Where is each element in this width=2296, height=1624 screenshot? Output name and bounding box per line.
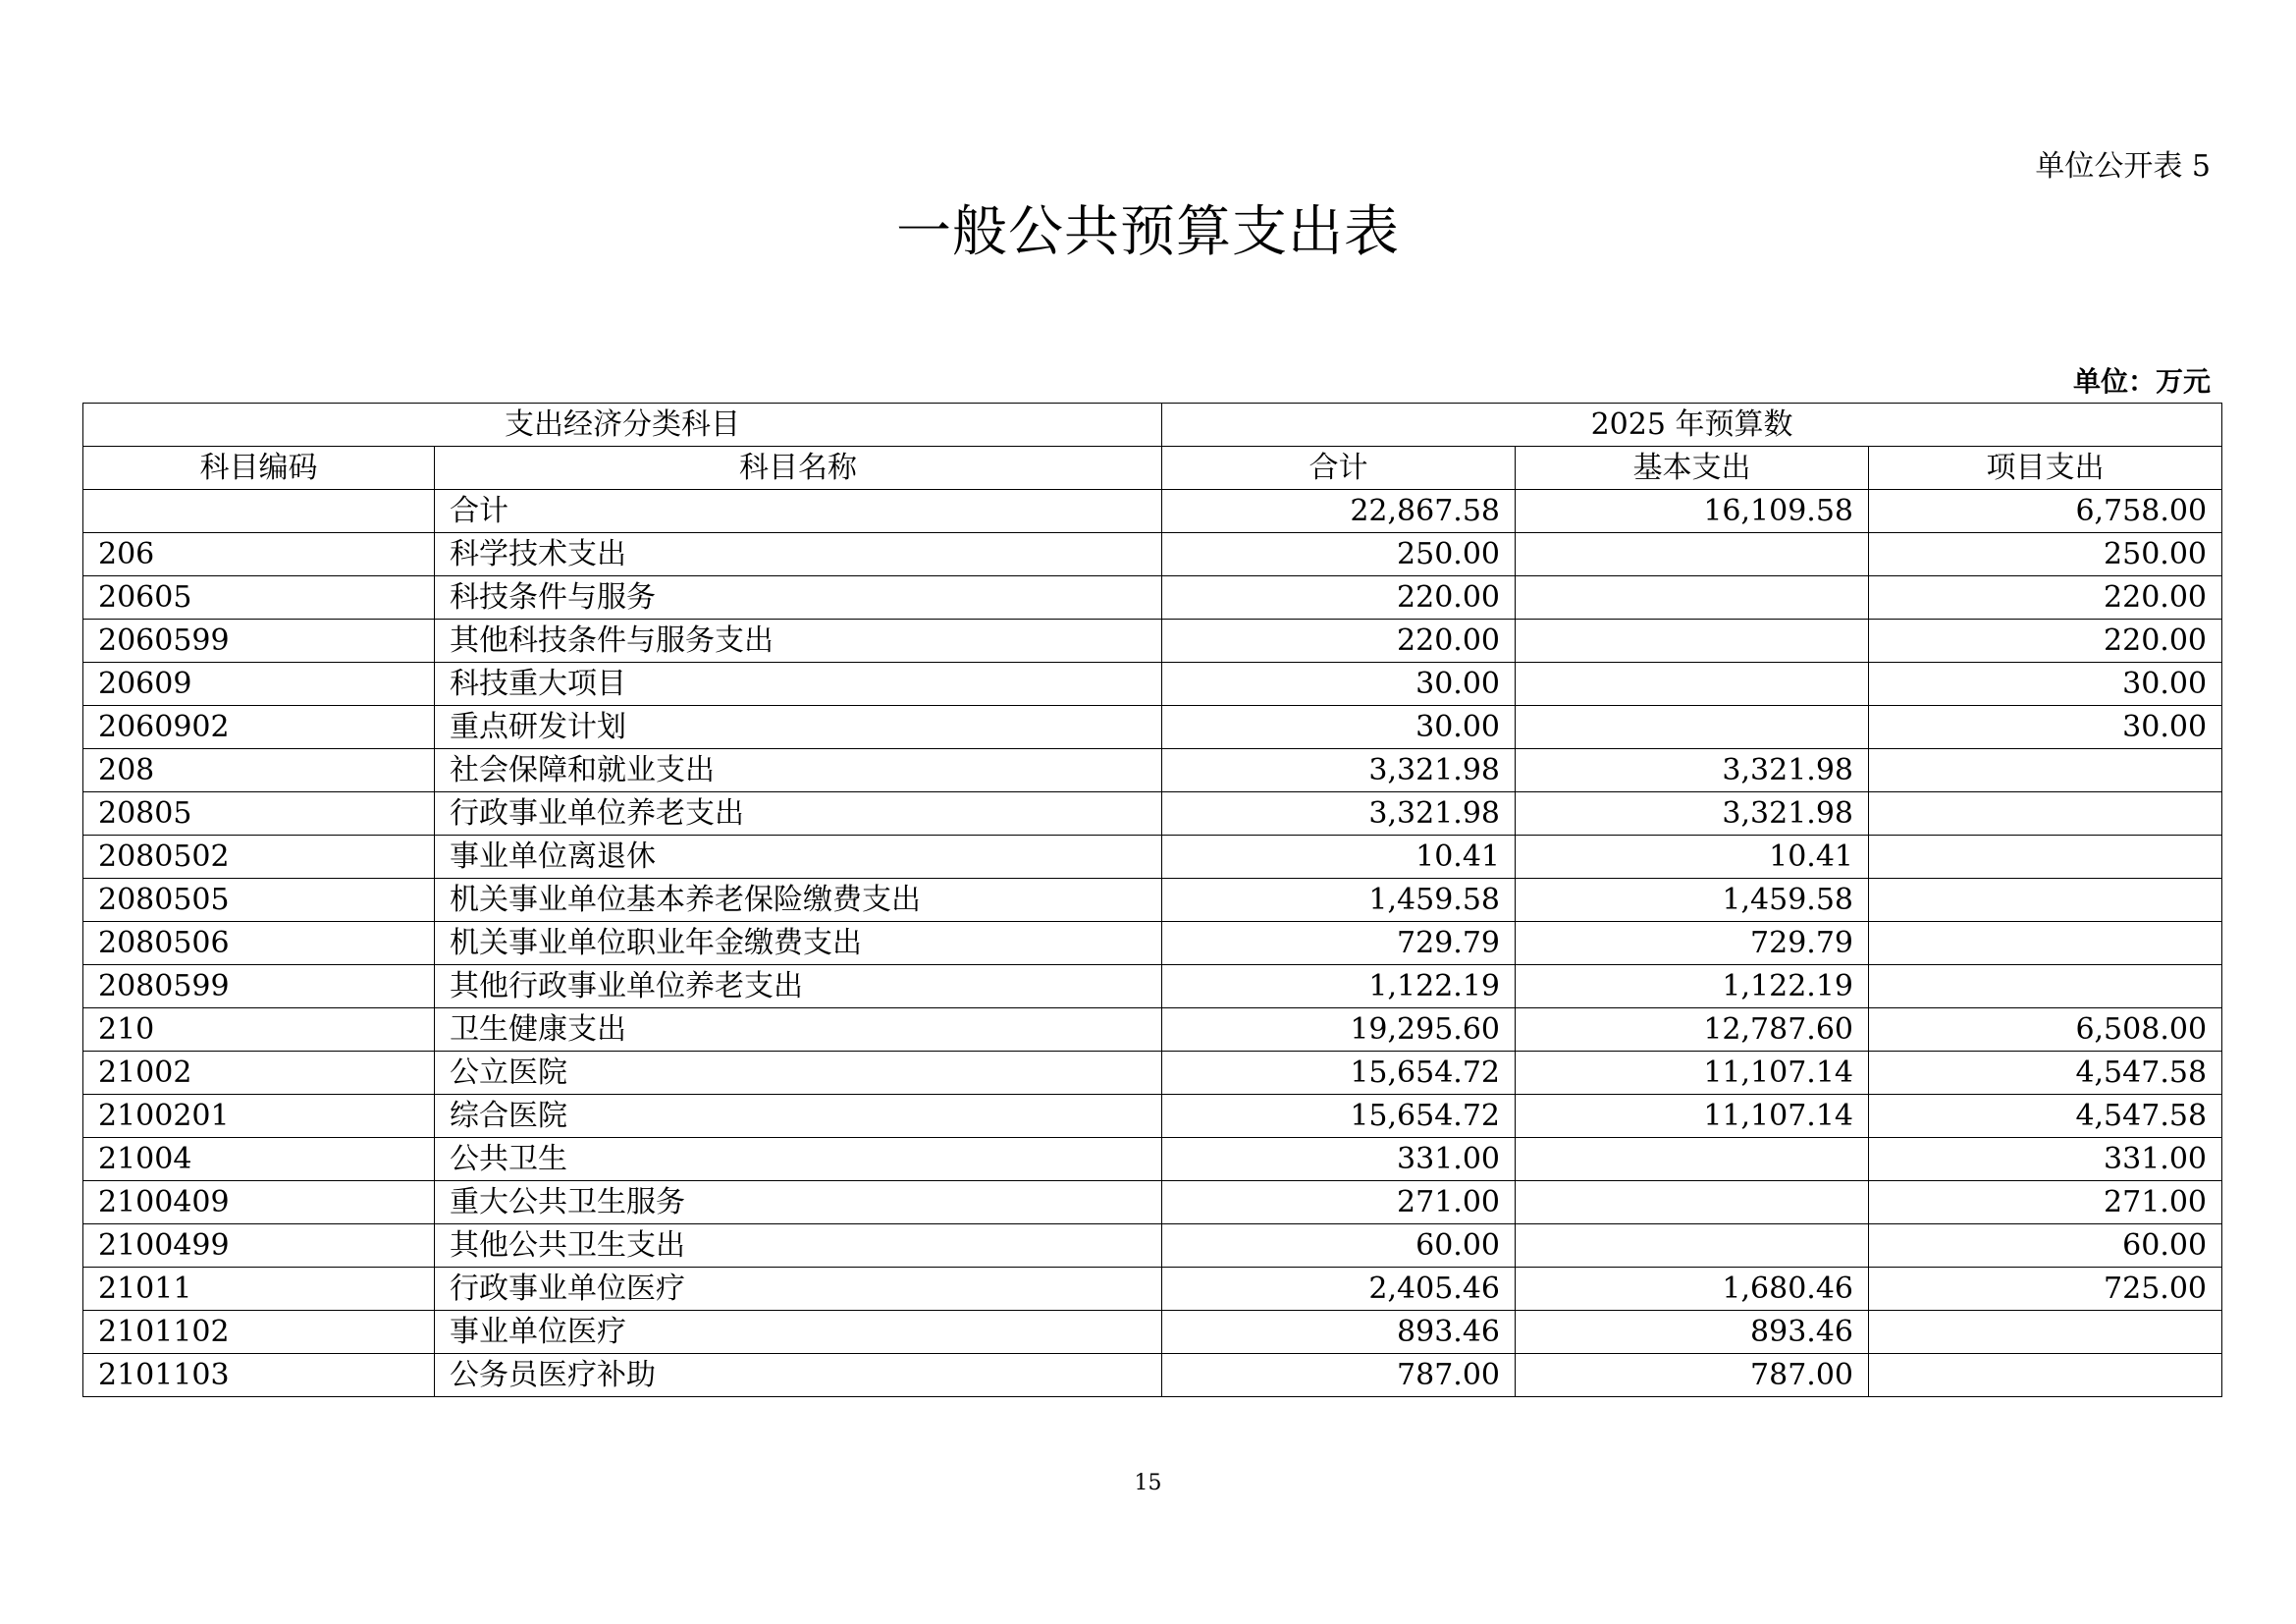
cell-total: 30.00: [1162, 706, 1516, 749]
cell-basic: 12,787.60: [1516, 1008, 1869, 1052]
cell-basic: 10.41: [1516, 836, 1869, 879]
cell-name: 行政事业单位医疗: [435, 1268, 1162, 1311]
cell-code: 2080502: [83, 836, 435, 879]
cell-total: 10.41: [1162, 836, 1516, 879]
cell-name: 科学技术支出: [435, 533, 1162, 576]
table-row: [83, 1052, 2222, 1095]
cell-project: 220.00: [1869, 620, 2222, 663]
cell-name: 行政事业单位养老支出: [435, 792, 1162, 836]
cell-name: 卫生健康支出: [435, 1008, 1162, 1052]
cell-project: 331.00: [1869, 1138, 2222, 1181]
cell-project: 30.00: [1869, 706, 2222, 749]
cell-total: 3,321.98: [1162, 792, 1516, 836]
table-row: [83, 922, 2222, 965]
cell-code: 2101103: [83, 1354, 435, 1397]
cell-code: [83, 490, 435, 533]
cell-name: 机关事业单位职业年金缴费支出: [435, 922, 1162, 965]
cell-project: [1869, 792, 2222, 836]
cell-basic: 11,107.14: [1516, 1095, 1869, 1138]
cell-code: 2101102: [83, 1311, 435, 1354]
column-header-row: [83, 447, 2222, 490]
cell-basic: [1516, 576, 1869, 620]
cell-basic: 3,321.98: [1516, 749, 1869, 792]
table-row: [83, 836, 2222, 879]
cell-project: 4,547.58: [1869, 1052, 2222, 1095]
cell-code: 20609: [83, 663, 435, 706]
cell-name: 重大公共卫生服务: [435, 1181, 1162, 1224]
cell-code: 20805: [83, 792, 435, 836]
cell-project: 725.00: [1869, 1268, 2222, 1311]
cell-name: 科技条件与服务: [435, 576, 1162, 620]
cell-total: 220.00: [1162, 576, 1516, 620]
cell-code: 2100409: [83, 1181, 435, 1224]
cell-name: 合计: [435, 490, 1162, 533]
cell-total: 2,405.46: [1162, 1268, 1516, 1311]
table-row: [83, 620, 2222, 663]
cell-code: 2100499: [83, 1224, 435, 1268]
cell-basic: [1516, 706, 1869, 749]
cell-project: [1869, 749, 2222, 792]
cell-code: 20605: [83, 576, 435, 620]
cell-project: 220.00: [1869, 576, 2222, 620]
cell-project: 6,758.00: [1869, 490, 2222, 533]
cell-code: 2060599: [83, 620, 435, 663]
table-row: [83, 663, 2222, 706]
cell-basic: 11,107.14: [1516, 1052, 1869, 1095]
cell-name: 社会保障和就业支出: [435, 749, 1162, 792]
cell-project: [1869, 965, 2222, 1008]
column-header-name: 科目名称: [435, 447, 1162, 490]
cell-name: 事业单位医疗: [435, 1311, 1162, 1354]
cell-name: 科技重大项目: [435, 663, 1162, 706]
cell-total: 220.00: [1162, 620, 1516, 663]
cell-total: 15,654.72: [1162, 1052, 1516, 1095]
cell-basic: 729.79: [1516, 922, 1869, 965]
cell-code: 2080599: [83, 965, 435, 1008]
cell-code: 21004: [83, 1138, 435, 1181]
cell-code: 210: [83, 1008, 435, 1052]
cell-total: 787.00: [1162, 1354, 1516, 1397]
cell-project: 250.00: [1869, 533, 2222, 576]
cell-total: 729.79: [1162, 922, 1516, 965]
cell-basic: [1516, 1138, 1869, 1181]
cell-total: 30.00: [1162, 663, 1516, 706]
cell-total: 331.00: [1162, 1138, 1516, 1181]
document-id: 单位公开表 5: [2035, 149, 2211, 184]
cell-total: 15,654.72: [1162, 1095, 1516, 1138]
table-row: [83, 792, 2222, 836]
cell-name: 综合医院: [435, 1095, 1162, 1138]
cell-code: 206: [83, 533, 435, 576]
table-row: [83, 576, 2222, 620]
column-header-basic: 基本支出: [1516, 447, 1869, 490]
cell-total: 22,867.58: [1162, 490, 1516, 533]
cell-code: 21011: [83, 1268, 435, 1311]
table-body: [83, 490, 2222, 1397]
cell-code: 208: [83, 749, 435, 792]
table-row: [83, 1354, 2222, 1397]
cell-basic: 16,109.58: [1516, 490, 1869, 533]
cell-name: 其他公共卫生支出: [435, 1224, 1162, 1268]
table-row: [83, 533, 2222, 576]
cell-basic: 1,680.46: [1516, 1268, 1869, 1311]
table-row: [83, 1268, 2222, 1311]
table-row: [83, 1224, 2222, 1268]
cell-total: 893.46: [1162, 1311, 1516, 1354]
table-row: [83, 1138, 2222, 1181]
budget-table: [82, 403, 2222, 1397]
cell-project: 4,547.58: [1869, 1095, 2222, 1138]
cell-total: 19,295.60: [1162, 1008, 1516, 1052]
cell-basic: 893.46: [1516, 1311, 1869, 1354]
cell-basic: [1516, 620, 1869, 663]
group-header-budget: 2025 年预算数: [1162, 404, 2222, 447]
table-row: [83, 749, 2222, 792]
cell-code: 2080505: [83, 879, 435, 922]
cell-project: 30.00: [1869, 663, 2222, 706]
cell-project: 6,508.00: [1869, 1008, 2222, 1052]
cell-project: 271.00: [1869, 1181, 2222, 1224]
cell-name: 其他行政事业单位养老支出: [435, 965, 1162, 1008]
page-number: 15: [1134, 1471, 1162, 1495]
unit-label: 单位：万元: [2072, 365, 2211, 398]
table-row: [83, 1095, 2222, 1138]
table-row: [83, 1311, 2222, 1354]
cell-basic: [1516, 533, 1869, 576]
cell-basic: 787.00: [1516, 1354, 1869, 1397]
group-header-category: 支出经济分类科目: [83, 404, 1162, 447]
cell-project: [1869, 836, 2222, 879]
column-header-code: 科目编码: [83, 447, 435, 490]
table-row: [83, 965, 2222, 1008]
cell-name: 公立医院: [435, 1052, 1162, 1095]
cell-project: [1869, 879, 2222, 922]
group-header-row: [83, 404, 2222, 447]
cell-total: 1,122.19: [1162, 965, 1516, 1008]
cell-basic: 1,122.19: [1516, 965, 1869, 1008]
cell-project: [1869, 1354, 2222, 1397]
cell-name: 机关事业单位基本养老保险缴费支出: [435, 879, 1162, 922]
cell-basic: 1,459.58: [1516, 879, 1869, 922]
cell-total: 250.00: [1162, 533, 1516, 576]
cell-total: 271.00: [1162, 1181, 1516, 1224]
cell-basic: [1516, 1224, 1869, 1268]
cell-project: 60.00: [1869, 1224, 2222, 1268]
column-header-total: 合计: [1162, 447, 1516, 490]
cell-total: 60.00: [1162, 1224, 1516, 1268]
cell-code: 21002: [83, 1052, 435, 1095]
cell-name: 公共卫生: [435, 1138, 1162, 1181]
cell-code: 2080506: [83, 922, 435, 965]
table-row: [83, 879, 2222, 922]
cell-total: 1,459.58: [1162, 879, 1516, 922]
table-row: [83, 706, 2222, 749]
cell-basic: [1516, 663, 1869, 706]
table-row: [83, 490, 2222, 533]
cell-project: [1869, 1311, 2222, 1354]
cell-name: 其他科技条件与服务支出: [435, 620, 1162, 663]
cell-total: 3,321.98: [1162, 749, 1516, 792]
cell-name: 公务员医疗补助: [435, 1354, 1162, 1397]
cell-code: 2060902: [83, 706, 435, 749]
cell-project: [1869, 922, 2222, 965]
cell-basic: [1516, 1181, 1869, 1224]
cell-name: 重点研发计划: [435, 706, 1162, 749]
column-header-project: 项目支出: [1869, 447, 2222, 490]
cell-basic: 3,321.98: [1516, 792, 1869, 836]
cell-code: 2100201: [83, 1095, 435, 1138]
page-title: 一般公共预算支出表: [896, 200, 1400, 264]
cell-name: 事业单位离退休: [435, 836, 1162, 879]
table-row: [83, 1008, 2222, 1052]
table-row: [83, 1181, 2222, 1224]
